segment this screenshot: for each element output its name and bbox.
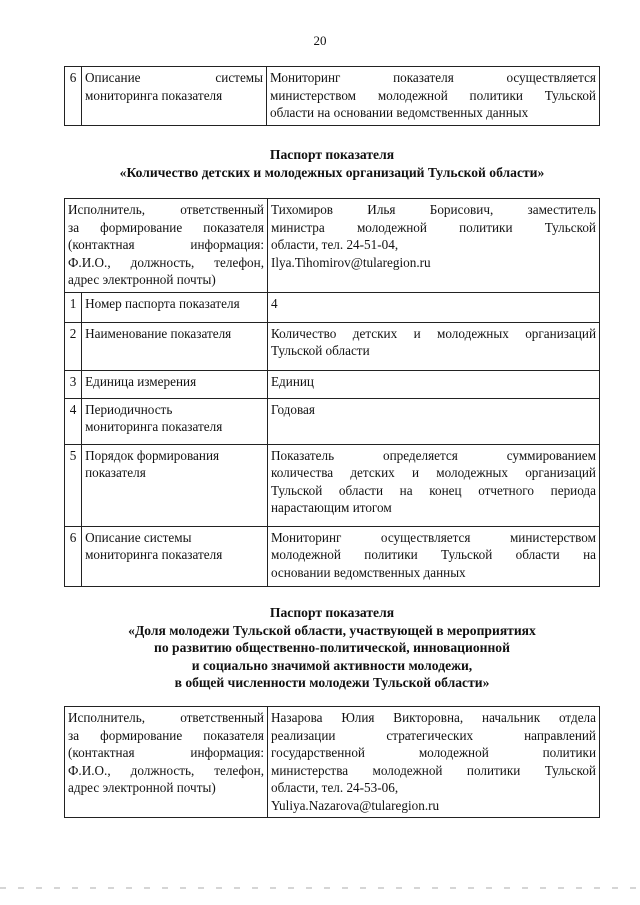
row-number: 5 [65, 444, 82, 526]
label-line: Описание системы [85, 529, 192, 545]
value-line: молодежной политики Тульской области на [271, 547, 596, 562]
row-label [82, 444, 268, 526]
executor-row [65, 707, 600, 818]
passport1-table [64, 198, 600, 587]
value-line: Ilya.Tihomirov@tularegion.ru [271, 254, 431, 270]
table-row [65, 526, 600, 586]
table-row [65, 370, 600, 398]
label-line: мониторинга показателя [85, 419, 223, 434]
value-line: области на основании ведомственных данных [270, 105, 529, 120]
value-line: реализации стратегических направлений [271, 727, 596, 743]
executor-label [65, 707, 268, 818]
value-line: области, тел. 24-53-06, [271, 780, 399, 795]
heading-line: и социально значимой активности молодежи, [191, 657, 473, 673]
heading-line: «Доля молодежи Тульской области, участвующей в мероприятиях [128, 622, 536, 638]
passport2-heading [64, 604, 600, 692]
table-row [65, 67, 600, 126]
label-line: Номер паспорта показателя [85, 295, 240, 311]
row-value [268, 292, 600, 322]
table-row [65, 292, 600, 322]
continuation-table [64, 66, 600, 126]
value-line: области, тел. 24-51-04, [271, 237, 399, 252]
value-line: Тихомиров Илья Борисович, заместитель [271, 202, 596, 217]
label-line: адрес электронной почты) [68, 272, 216, 287]
label-line: показателя [85, 465, 146, 480]
row-value [268, 398, 600, 444]
row-number: 6 [65, 67, 82, 126]
label-line: Исполнитель, ответственный [68, 202, 264, 217]
passport2-table [64, 706, 600, 818]
heading-line: Паспорт показателя [269, 147, 395, 162]
value-line: Тульской области [271, 343, 370, 358]
executor-value [268, 707, 600, 818]
value-line: нарастающим итогом [271, 500, 392, 515]
value-line: министра молодежной политики Тульской [271, 219, 596, 235]
label-line: Исполнитель, ответственный [68, 710, 264, 725]
heading-line: «Количество детских и молодежных организаций Тульской области» [119, 164, 545, 180]
value-line: государственной молодежной политики [271, 745, 596, 760]
scan-artifact-line [0, 887, 640, 889]
label-line: за формирование показателя [68, 219, 264, 235]
row-number: 4 [65, 398, 82, 444]
executor-value [268, 199, 600, 293]
label-line: (контактная информация: [68, 745, 264, 760]
label-line: Ф.И.О., должность, телефон, [68, 762, 264, 778]
row-value [268, 370, 600, 398]
page-number: 20 [313, 33, 327, 48]
row-label [82, 322, 268, 370]
value-line: Единиц [271, 373, 314, 389]
heading-line: Паспорт показателя [269, 605, 395, 620]
heading-line: в общей численности молодежи Тульской области» [174, 675, 490, 690]
value-line: основании ведомственных данных [271, 564, 466, 580]
row-value [267, 67, 600, 126]
row-value [268, 444, 600, 526]
row-number: 6 [65, 526, 82, 586]
value-line: Назарова Юлия Викторовна, начальник отдела [271, 710, 596, 725]
row-number: 3 [65, 370, 82, 398]
label-line: адрес электронной почты) [68, 780, 216, 795]
executor-row [65, 199, 600, 293]
passport1-heading [64, 146, 600, 181]
value-line: Тульской области на конец отчетного периода [271, 482, 596, 498]
value-line: Мониторинг осуществляется министерством [271, 529, 596, 545]
label-line: Периодичность [85, 401, 173, 417]
row-label [82, 67, 267, 126]
row-label [82, 292, 268, 322]
value-line: Мониторинг показателя осуществляется [270, 70, 596, 85]
table-row [65, 444, 600, 526]
label-line: мониторинга показателя [85, 547, 223, 562]
value-line: количества детских и молодежных организаций [271, 465, 596, 480]
label-line: Порядок формирования [85, 447, 220, 463]
value-line: министерства молодежной политики Тульской [271, 762, 596, 778]
row-value [268, 322, 600, 370]
value-line: Yuliya.Nazarova@tularegion.ru [271, 797, 440, 813]
label-line: Описание системы [85, 70, 263, 85]
value-line: Годовая [271, 401, 315, 417]
heading-line: по развитию общественно-политической, инновационной [154, 640, 510, 655]
label-line: за формирование показателя [68, 727, 264, 743]
row-number: 1 [65, 292, 82, 322]
table-row [65, 398, 600, 444]
label-line: Наименование показателя [85, 325, 232, 341]
value-line: Показатель определяется суммированием [271, 447, 596, 463]
label-line: Единица измерения [85, 373, 197, 389]
value-line: 4 [271, 295, 278, 311]
row-value [268, 526, 600, 586]
value-line: министерством молодежной политики Тульской [270, 87, 596, 103]
executor-label [65, 199, 268, 293]
row-label [82, 398, 268, 444]
row-label [82, 526, 268, 586]
label-line: мониторинга показателя [85, 87, 223, 103]
label-line: Ф.И.О., должность, телефон, [68, 254, 264, 270]
row-number: 2 [65, 322, 82, 370]
table-row [65, 322, 600, 370]
label-line: (контактная информация: [68, 237, 264, 252]
row-label [82, 370, 268, 398]
value-line: Количество детских и молодежных организаций [271, 325, 596, 341]
